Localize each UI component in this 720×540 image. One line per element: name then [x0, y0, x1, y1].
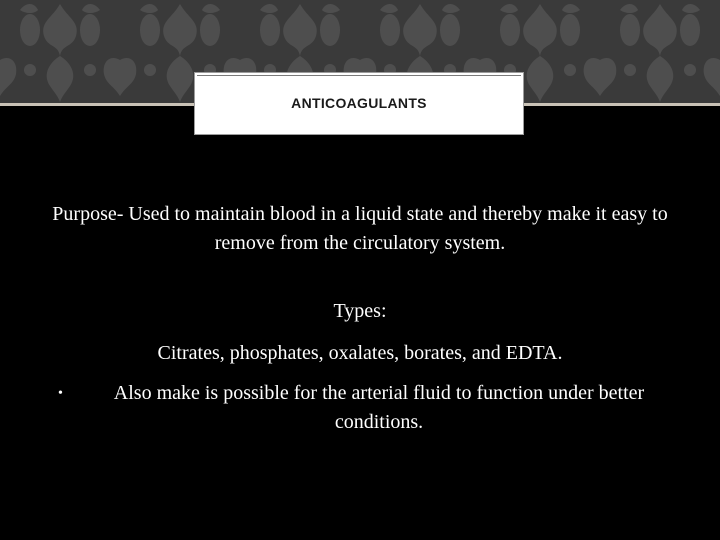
- bullet-icon: •: [58, 386, 63, 401]
- slide-title: ANTICOAGULANTS: [291, 95, 427, 111]
- bullet-item: [58, 379, 674, 437]
- bullet-text: Also make is possible for the arterial fluid to function under better conditions.: [113, 382, 645, 433]
- types-list: Citrates, phosphates, oxalates, borates, and EDTA.: [157, 342, 563, 364]
- purpose-paragraph: Purpose- Used to maintain blood in a liquid state and thereby make it easy to remove from the circulatory system.: [52, 203, 668, 254]
- title-box: [194, 72, 524, 135]
- title-box-rule: [197, 75, 521, 76]
- types-heading: Types:: [333, 300, 387, 322]
